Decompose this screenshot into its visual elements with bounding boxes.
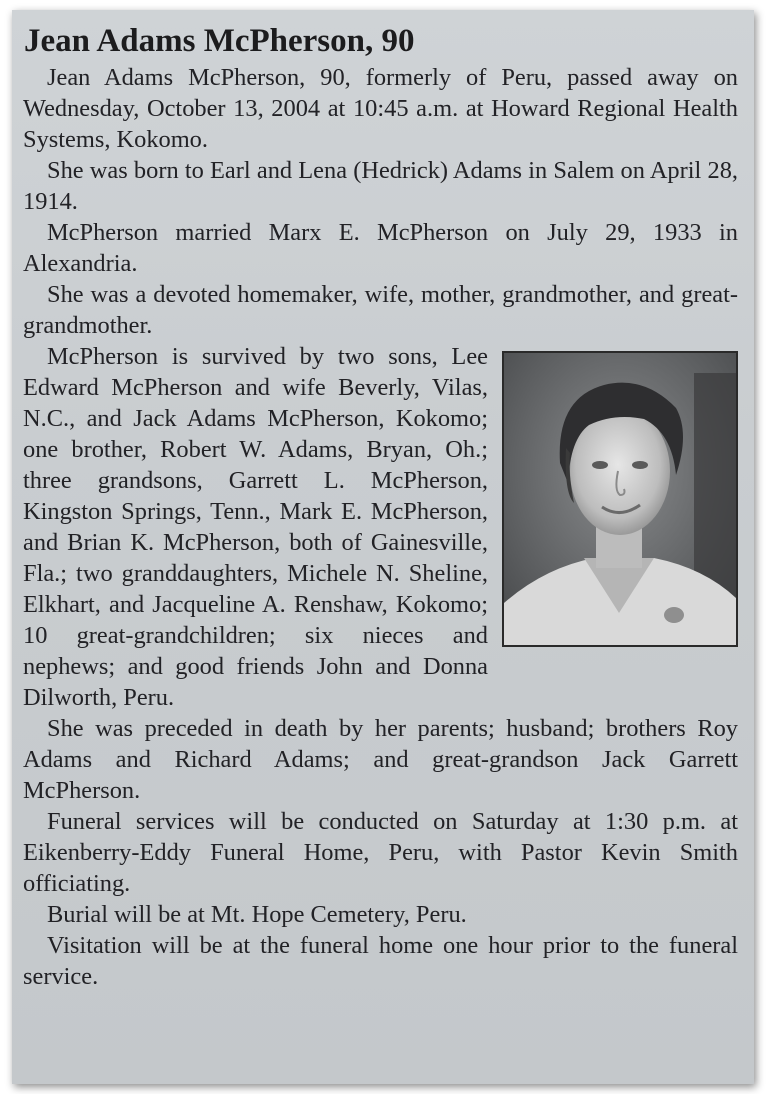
portrait-photo <box>502 351 738 647</box>
newspaper-clipping <box>12 10 754 1084</box>
paragraph-death-notice: Jean Adams McPherson, 90, formerly of Peru, passed away on Wednesday, October 13, 2004 at 10:45 a.m. at Howard Regional Health Systems, Kokomo. <box>23 64 738 153</box>
obituary-headline: Jean Adams McPherson, 90 <box>24 23 415 59</box>
paragraph-burial: Burial will be at Mt. Hope Cemetery, Peru. <box>47 901 467 928</box>
portrait-image <box>504 353 736 645</box>
paragraph-marriage: McPherson married Marx E. McPherson on July 29, 1933 in Alexandria. <box>23 219 738 277</box>
paragraph-survivors: McPherson is survived by two sons, Lee Edward McPherson and wife Beverly, Vilas, N.C., and Jack Adams McPherson, Kokomo; one brother, Robert W. Adams, Bryan, Oh.; three grandsons, Garrett L. McPherson, Kingston Springs, Tenn., Mark E. McPherson, and Brian K. McPherson, both of Gainesville, Fla.; two granddaughters, Michele N. Sheline, Elkhart, and Jacqueline A. Renshaw, Kokomo; 10 great-grandchildren; six nieces and nephews; and good friends John and Donna Dilworth, Peru. <box>23 343 488 711</box>
paragraph-birth: She was born to Earl and Lena (Hedrick) Adams in Salem on April 28, 1914. <box>23 157 738 215</box>
obituary-body <box>23 62 738 992</box>
paragraph-visitation: Visitation will be at the funeral home one hour prior to the funeral service. <box>23 932 738 990</box>
paragraph-funeral: Funeral services will be conducted on Saturday at 1:30 p.m. at Eikenberry-Eddy Funeral Home, Peru, with Pastor Kevin Smith officiating. <box>23 808 738 897</box>
paragraph-preceded: She was preceded in death by her parents; husband; brothers Roy Adams and Richard Adams; and great-grandson Jack Garrett McPherson. <box>23 715 738 804</box>
paragraph-homemaker: She was a devoted homemaker, wife, mother, grandmother, and great-grandmother. <box>23 281 738 339</box>
